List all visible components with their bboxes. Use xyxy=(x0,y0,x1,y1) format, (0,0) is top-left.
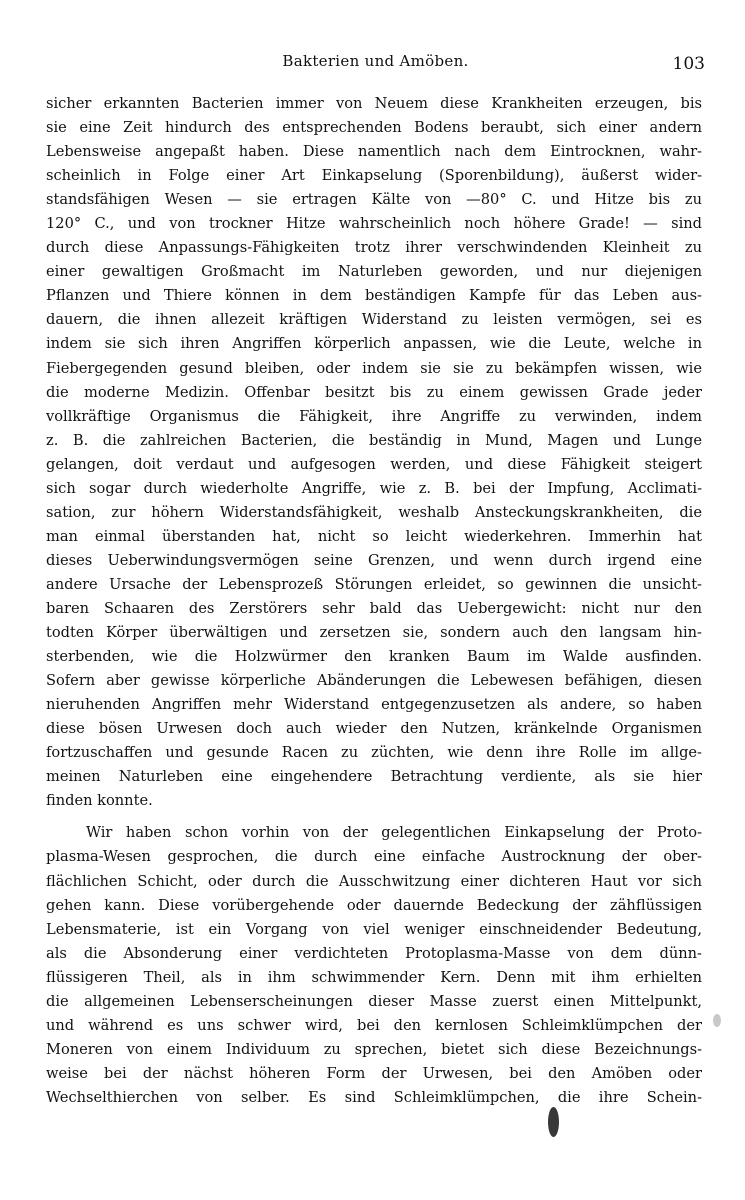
ink-smudge xyxy=(713,1014,721,1027)
text-line: Lebensmaterie, ist ein Vorgang von viel weniger einschneidender Bedeutung, xyxy=(46,920,702,938)
text-line: plasma-Wesen gesprochen, die durch eine einfache Austrocknung der ober- xyxy=(46,848,702,866)
text-line: baren Schaaren des Zerstörers sehr bald das Uebergewicht: nicht nur den xyxy=(46,599,702,617)
text-line: Lebensweise angepaßt haben. Diese namentlich nach dem Eintrocknen, wahr- xyxy=(46,143,702,161)
text-line: Moneren von einem Individuum zu sprechen, bietet sich diese Bezeichnungs- xyxy=(46,1040,702,1058)
text-line: und während es uns schwer wird, bei den kernlosen Schleimklümpchen der xyxy=(46,1016,702,1034)
text-line: durch diese Anpassungs-Fähigkeiten trotz ihrer verschwindenden Kleinheit zu xyxy=(46,239,702,257)
ink-smudge xyxy=(548,1107,559,1137)
text-line: z. B. die zahlreichen Bacterien, die beständig in Mund, Magen und Lunge xyxy=(46,431,702,449)
text-line: nieruhenden Angriffen mehr Widerstand entgegenzusetzen als andere, so haben xyxy=(46,696,702,714)
text-line: man einmal überstanden hat, nicht so leicht wiederkehren. Immerhin hat xyxy=(46,527,702,545)
text-line: sich sogar durch wiederholte Angriffe, wie z. B. bei der Impfung, Acclimati- xyxy=(46,479,702,497)
text-line: flächlichen Schicht, oder durch die Ausschwitzung einer dichteren Haut vor sich xyxy=(46,872,702,890)
text-line: finden konnte. xyxy=(46,792,153,810)
text-line: einer gewaltigen Großmacht im Naturleben geworden, und nur diejenigen xyxy=(46,263,702,281)
text-line: meinen Naturleben eine eingehendere Betrachtung verdiente, als sie hier xyxy=(46,768,702,786)
text-line: andere Ursache der Lebensprozeß Störungen erleidet, so gewinnen die unsicht- xyxy=(46,575,702,593)
text-line: sation, zur höhern Widerstandsfähigkeit, weshalb Ansteckungskrankheiten, die xyxy=(46,503,702,521)
paragraph-2 xyxy=(46,821,702,1110)
text-line: Sofern aber gewisse körperliche Abänderungen die Lebewesen befähigen, diesen xyxy=(46,672,702,690)
text-line: diese bösen Urwesen doch auch wieder den Nutzen, kränkelnde Organismen xyxy=(46,720,702,738)
running-title: Bakterien und Amöben. xyxy=(282,52,469,70)
text-line: Fiebergegenden gesund bleiben, oder indem sie sie zu bekämpfen wissen, wie xyxy=(46,359,702,377)
page-number: 103 xyxy=(672,54,705,74)
text-line: weise bei der nächst höheren Form der Urwesen, bei den Amöben oder xyxy=(46,1064,702,1082)
text-line: als die Absonderung einer verdichteten Protoplasma-Masse von dem dünn- xyxy=(46,944,702,962)
text-line: scheinlich in Folge einer Art Einkapselung (Sporenbildung), äußerst wider- xyxy=(46,167,702,185)
text-line: gehen kann. Diese vorübergehende oder dauernde Bedeckung der zähflüssigen xyxy=(46,896,702,914)
text-line: todten Körper überwältigen und zersetzen sie, sondern auch den langsam hin- xyxy=(46,624,702,642)
text-line: sicher erkannten Bacterien immer von Neuem diese Krankheiten erzeugen, bis xyxy=(46,95,702,112)
text-line: die allgemeinen Lebenserscheinungen dieser Masse zuerst einen Mittelpunkt, xyxy=(46,992,702,1010)
text-line: Pflanzen und Thiere können in dem beständigen Kampfe für das Leben aus- xyxy=(46,287,702,305)
text-line: gelangen, doit verdaut und aufgesogen werden, und diese Fähigkeit steigert xyxy=(46,455,702,473)
text-line: dauern, die ihnen allezeit kräftigen Widerstand zu leisten vermögen, sei es xyxy=(46,311,702,329)
text-line: flüssigeren Theil, als in ihm schwimmender Kern. Denn mit ihm erhielten xyxy=(46,968,702,986)
running-head xyxy=(46,52,705,78)
text-line: die moderne Medizin. Offenbar besitzt bis zu einem gewissen Grade jeder xyxy=(46,383,702,401)
paragraph-1 xyxy=(46,92,702,813)
text-line: vollkräftige Organismus die Fähigkeit, ihre Angriffe zu verwinden, indem xyxy=(46,407,702,425)
text-line: standsfähigen Wesen — sie ertragen Kälte von —80° C. und Hitze bis zu xyxy=(46,191,702,209)
text-line: Wir haben schon vorhin von der gelegentlichen Einkapselung der Proto- xyxy=(86,824,702,842)
text-line: indem sie sich ihren Angriffen körperlich anpassen, wie die Leute, welche in xyxy=(46,335,702,353)
text-line: dieses Ueberwindungsvermögen seine Grenzen, und wenn durch irgend eine xyxy=(46,551,702,569)
body-text xyxy=(46,92,702,1110)
text-line: sie eine Zeit hindurch des entsprechenden Bodens beraubt, sich einer andern xyxy=(46,119,702,137)
text-line: sterbenden, wie die Holzwürmer den kranken Baum im Walde ausfinden. xyxy=(46,648,702,666)
text-line: 120° C., und von trockner Hitze wahrscheinlich noch höhere Grade! — sind xyxy=(46,215,702,233)
text-line: Wechselthierchen von selber. Es sind Schleimklümpchen, die ihre Schein- xyxy=(46,1088,702,1106)
text-line: fortzuschaffen und gesunde Racen zu züchten, wie denn ihre Rolle im allge- xyxy=(46,744,702,762)
